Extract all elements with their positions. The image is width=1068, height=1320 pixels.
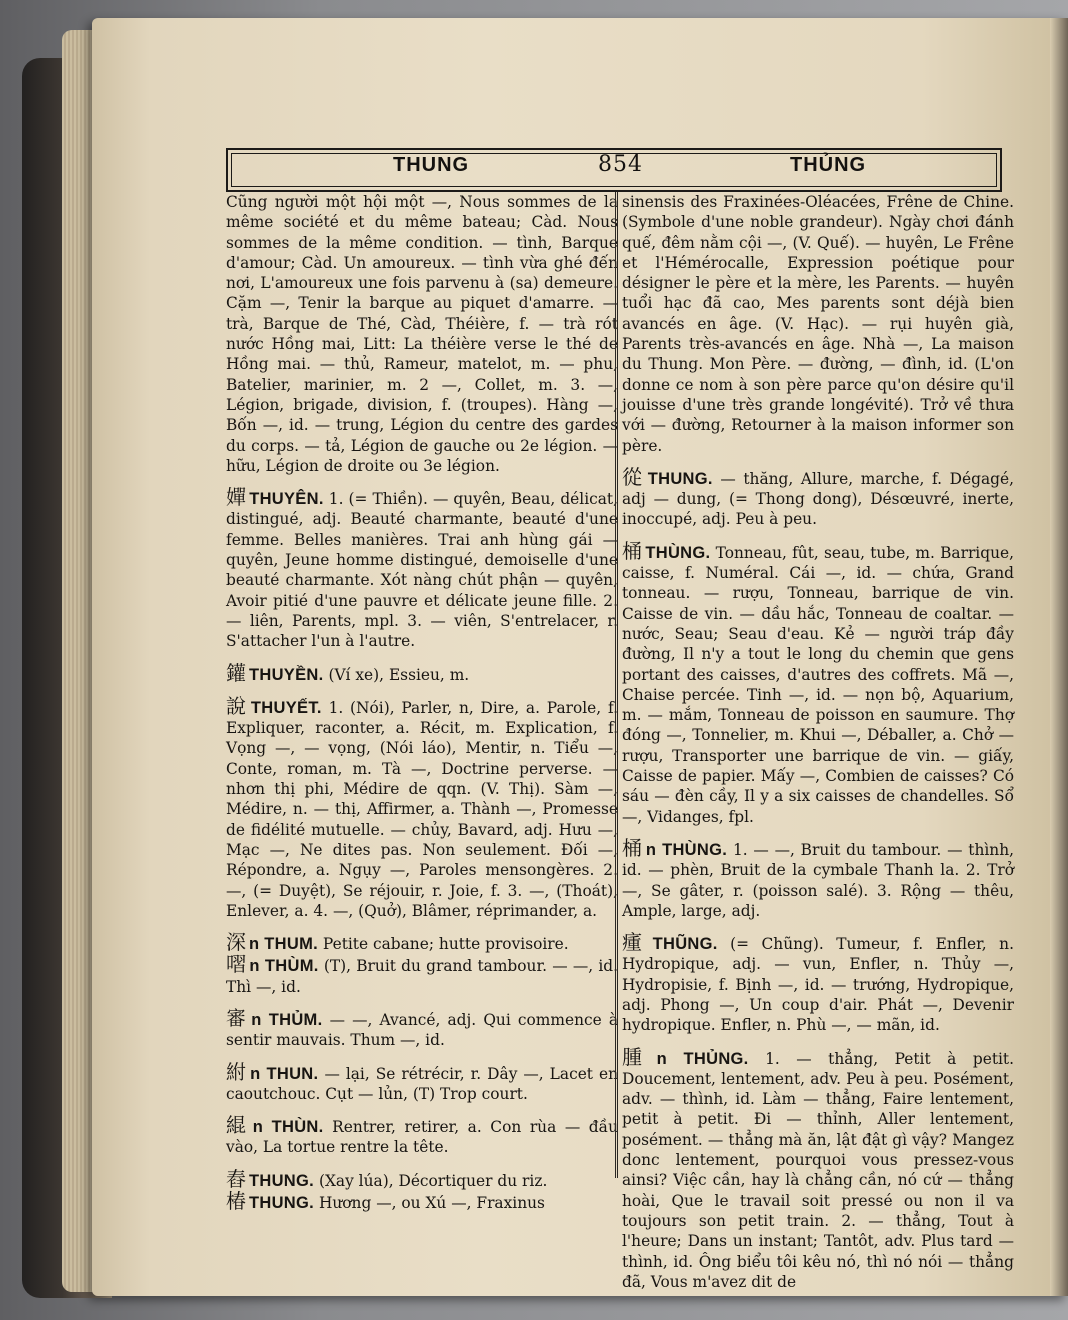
chinese-character: 深 (226, 930, 246, 955)
headword: THUNG. (249, 1171, 315, 1190)
chinese-character: 紨 (226, 1059, 248, 1084)
headword: THÙNG. (645, 543, 711, 562)
dictionary-entry (226, 693, 618, 921)
chinese-character: 舂 (226, 1166, 246, 1191)
entry-text: (Ví xe), Essieu, m. (328, 665, 470, 684)
chinese-character: 㗩 (226, 952, 247, 977)
left-column (226, 192, 619, 1214)
headword: n THÙM. (249, 957, 319, 976)
headword: n THỦNG. (656, 1049, 749, 1068)
chinese-character: 鑵 (226, 660, 246, 685)
dictionary-entry (226, 1005, 618, 1051)
chinese-character: 從 (622, 464, 645, 489)
dictionary-entry (226, 1191, 618, 1213)
chinese-character: 桶 (622, 835, 643, 860)
entry-text: 1. (Nói), Parler, n, Dire, a. Parole, f. Expliquer, raconter, a. Récit, m. Explication, f. Vọng —, — vọng, (Nói láo), Mentir, n. Tiểu —, Conte, roman, m. Tà —, Doctrine perverse. — nhơn thị phi, Médire de qqn. (V. Thị). Sàm —, Médire, n. — thị, Affirmer, a. Thành —, Promesse de fidélité mutuelle. — chủy, Bavard, adj. Hưu —, Mạc —, Ne dites pas. Non seulement. Đối —, Répondre, a. Ngụy —, Paroles mensongères. 2. —, (= Duyệt), Se réjouir, r. Joie, f. 3. —, (Thoát), Enlever, a. 4. —, (Quở), Blâmer, réprimander, a. (226, 698, 618, 920)
entry-text: Hương —, ou Xú —, Fraxinus (318, 1194, 545, 1213)
entry-text: Tonneau, fût, seau, tube, m. Barrique, caisse, f. Numéral. Cái —, id. — chứa, Grand tonneau. — rượu, Tonneau, barrique de vin. Caisse de vin. — dầu hắc, Tonneau de coaltar. — nước, Seau; Seau d'eau. Kẻ — người tráp đầy đường, Il n'y a tout le long du chemin que gens portant des caisses, d'autres des coffrets. Mã —, Chaise percée. Tinh —, id. — nọn bộ, Aquarium, m. — mắm, Tonneau de poisson en saumure. Thợ đóng —, Tonnelier, m. Khui —, Déballer, a. Chở — rượu, Transporter une barrique de vin. — giấy, Caisse de papier. Mấy —, Combien de caisses? Có sáu — đèn cầy, Il y a six caisses de chandelles. Sổ —, Vidanges, fpl. (622, 543, 1014, 826)
dictionary-entry (622, 538, 1014, 827)
dictionary-entry (226, 192, 618, 476)
headword: THUYỀN. (249, 665, 324, 684)
entry-text: Rentrer, retirer, a. Con rùa — đầu vào, La tortue rentre la tête. (226, 1118, 618, 1157)
headword: n THÙN. (252, 1118, 324, 1137)
headword: n THÙNG. (645, 840, 728, 859)
dictionary-entry (622, 932, 1014, 1035)
dictionary-entry (226, 660, 618, 685)
entry-text: Petite cabane; hutte provisoire. (322, 935, 569, 954)
entry-text: (= Chũng). Tumeur, f. Enfler, n. Hydropique, adj. — vun, Enfler, n. Thủy —, Hydropisie, f. Bịnh —, id. — trướng, Hydropique, adj. Phong —, Un coup d'air. Phát —, Devenir hydropique. Enfler, n. Phù —, — mãn, id. (622, 935, 1014, 1035)
dictionary-entry (622, 464, 1014, 530)
entry-text: — —, Avancé, adj. Qui commence à sentir mauvais. Thum —, id. (226, 1010, 618, 1050)
dictionary-entry (226, 954, 618, 997)
page-number: 854 (598, 152, 643, 177)
entry-text: 1. — —, Bruit du tambour. — thình, id. — phèn, Bruit de la cymbale Thanh la. 2. Trở —, Se gâter, r. (poisson salé). 3. Rộng — thêu, Ample, large, adj. (622, 840, 1014, 920)
chinese-character: 桶 (622, 538, 643, 563)
dictionary-entry (622, 835, 1014, 921)
chinese-character: 腫 (622, 1044, 654, 1069)
chinese-character: 審 (226, 1005, 249, 1030)
dictionary-entry (226, 487, 618, 651)
column-divider (615, 192, 618, 1178)
dictionary-entry (622, 1044, 1015, 1293)
headword: THŨNG. (652, 935, 718, 954)
chinese-character: 椿 (226, 1189, 246, 1214)
entry-text: (Xay lúa), Décortiquer du riz. (318, 1171, 548, 1190)
dictionary-entry (226, 1115, 618, 1158)
header-right-word: THỦNG (790, 154, 867, 176)
dictionary-entry (622, 192, 1014, 456)
headword: n THUM. (249, 935, 319, 954)
headword: THUYÊN. (249, 490, 324, 509)
headword: THUNG. (249, 1194, 315, 1213)
headword: THUNG. (647, 469, 713, 488)
chinese-character: 瘇 (622, 930, 650, 955)
entry-text: — thăng, Allure, marche, f. Dégagé, adj — dung, (= Thong dong), Désœuvré, inerte, inoccupé, adj. Peu à peu. (622, 469, 1014, 529)
chinese-character: 緄 (226, 1113, 250, 1138)
entry-text: (T), Bruit du grand tambour. — —, id. Thì —, id. (226, 957, 618, 996)
right-column (622, 192, 1015, 1291)
dictionary-entry (226, 932, 618, 954)
header-left-word: THUNG (393, 154, 470, 176)
dictionary-entry (226, 1166, 618, 1191)
running-header (226, 148, 1002, 192)
page-gutter (1050, 18, 1068, 1296)
chinese-character: 嬋 (226, 485, 247, 510)
entry-text: — lại, Se rétrécir, r. Dây —, Lacet en caoutchouc. Cụt — lủn, (T) Trop court. (226, 1064, 619, 1103)
entry-text: 1. — thẳng, Petit à petit. Doucement, lentement, adv. Peu à peu. Posément, adv. — thình, id. Làm — thẳng, Faire lentement, petit à petit. Đi — thỉnh, Aller lentement, posément. — thẳng mà ăn, lật đật gì vậy? Mangez donc lentement, pourquoi vous pressez-vous ainsi? Việc cần, hay là chẳng cần, nó cứ — thẳng hoài, Que le travail soit pressé ou non il va toujours son petit train. 2. — thẳng, Tout à l'heure; Dans un instant; Tantôt, adv. Plus tard — thình, id. Ông biểu tôi kêu nó, thì nó nói — thẳng đã, Vous m'avez dit de (622, 1049, 1015, 1291)
headword: THUYẾT. (250, 698, 322, 717)
chinese-character: 說 (226, 693, 248, 718)
headword: n THỦM. (251, 1010, 323, 1029)
entry-text: Cũng người một hội một —, Nous sommes de la même société et du même bateau; Càd. Nous sommes de la même condition. — tình, Barque d'amour; Càd. Un amoureux. — tình vừa ghé đến nơi, L'amoureux une fois parvenu à (sa) demeure. Cặm —, Tenir la barque au piquet d'amarre. — trà, Barque de Thé, Càd, Théière, f. — trà rót nước Hồng mai, Litt: La théière verse le thé de Hồng mai. — thủ, Rameur, matelot, m. — phu, Batelier, marinier, m. 2 —, Collet, m. 3. —, Légion, brigade, division, f. (troupes). Hàng —, Bốn —, id. — trung, Légion du centre des gardes du corps. — tả, Légion de gauche ou 2e légion. — hữu, Légion de droite ou 3e légion. (226, 193, 618, 475)
entry-text: 1. (= Thiền). — quyên, Beau, délicat, distingué, adj. Beauté charmante, beauté d'une femme. Belles manières. Trai anh hùng gái — quyên, Jeune homme distingué, demoiselle d'une beauté charmante. Xót nàng chút phận — quyên, Avoir pitié d'une pauvre et délicate jeune fille. 2. — liên, Parents, mpl. 3. — viên, S'entrelacer, r. S'attacher l'un à l'autre. (226, 490, 619, 651)
headword: n THUN. (250, 1064, 319, 1083)
entry-text: sinensis des Fraxinées-Oléacées, Frêne de Chine. (Symbole d'une noble grandeur). Ngày chơi đánh quế, đêm nằm cội —, (V. Quế). — huyên, Le Frêne et l'Hémérocalle, Expression poétique pour désigner le père et la mère, les Parents. — huyên tuổi hạc đã cao, Mes parents sont déjà bien avancés en âge. (V. Hạc). — rụi huyên già, Parents très-avancés en âge. Nhà —, La maison du Thung. Mon Père. — đường, — đình, id. (L'on donne ce nom à son père parce qu'on désire qu'il jouisse d'une très grande longévité). Trở về thưa với — đường, Retourner à la maison informer son père. (622, 193, 1014, 455)
dictionary-entry (226, 1059, 619, 1105)
